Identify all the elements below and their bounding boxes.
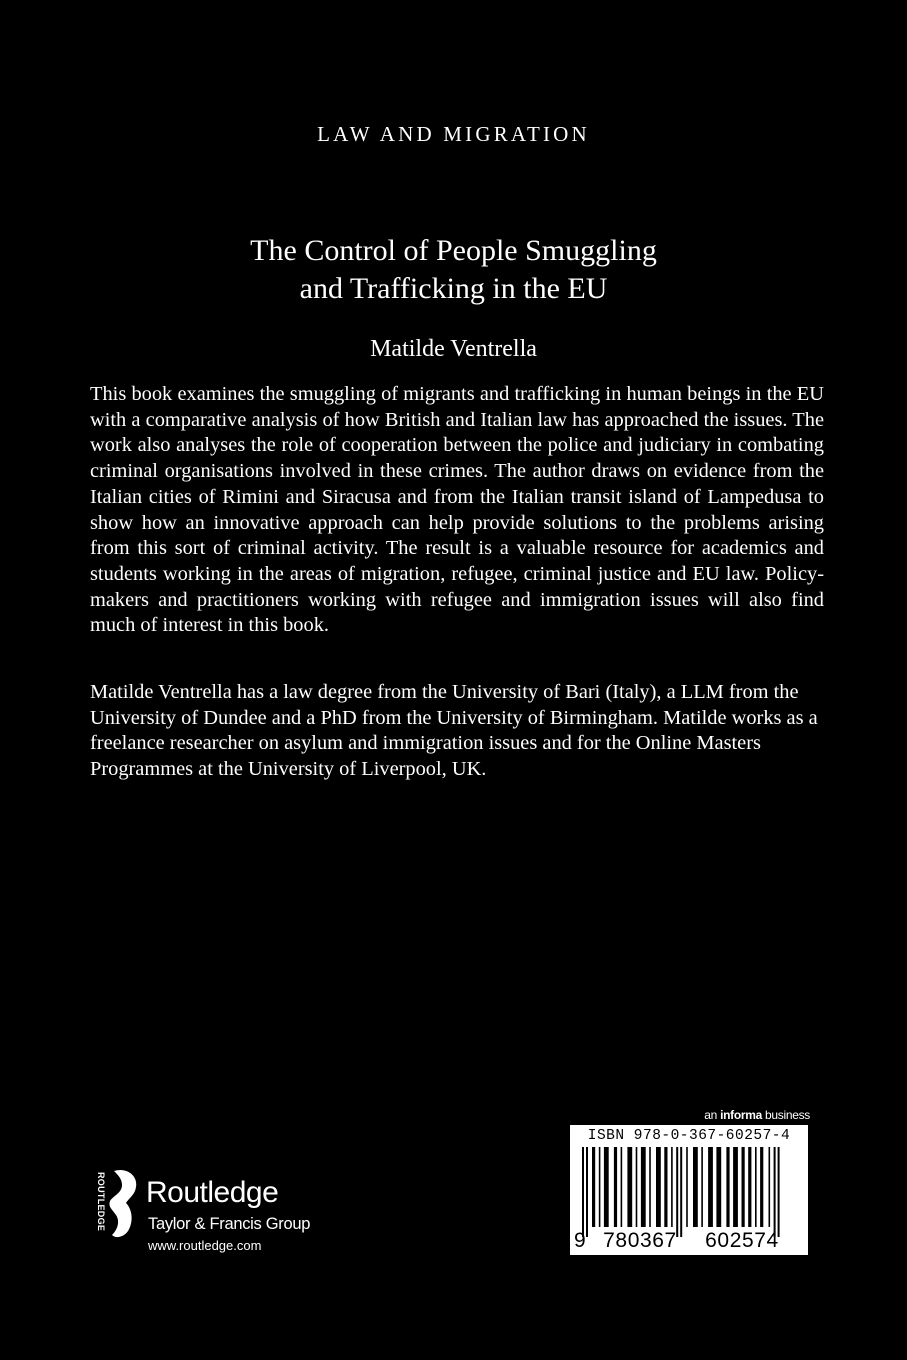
isbn-number: ISBN 978-0-367-60257-4 — [587, 1128, 791, 1144]
informa-name: informa — [720, 1108, 762, 1122]
barcode-digits — [570, 1229, 808, 1253]
routledge-vertical-label: ROUTLEDGE — [96, 1172, 106, 1232]
publisher-url: www.routledge.com — [148, 1238, 262, 1253]
series-title: LAW AND MIGRATION — [317, 122, 590, 146]
book-title-line-1: The Control of People Smuggling — [250, 234, 657, 267]
barcode-digits-right: 602574 — [705, 1229, 779, 1252]
informa-business-tagline — [690, 1108, 810, 1122]
book-title-line-2: and Trafficking in the EU — [299, 272, 608, 305]
barcode-bars — [580, 1147, 798, 1237]
book-title — [0, 232, 907, 308]
publisher-name: Routledge — [146, 1176, 279, 1209]
author-bio: Matilde Ventrella has a law degree from the University of Bari (Italy), a LLM from the University of Dundee and a PhD from the University of Birmingham. Matilde works as a freelance researcher on asylum and immigration issues and for the Online Masters Programmes at the University of Liverpool, UK. — [90, 681, 818, 781]
barcode-digit-first: 9 — [574, 1229, 586, 1252]
informa-prefix: an — [704, 1108, 721, 1122]
informa-suffix: business — [762, 1108, 810, 1122]
barcode-digits-left: 780367 — [603, 1229, 677, 1252]
isbn-barcode — [570, 1125, 808, 1255]
publisher-group: Taylor & Francis Group — [148, 1215, 311, 1233]
author-name: Matilde Ventrella — [370, 336, 537, 362]
book-description: This book examines the smuggling of migrants and trafficking in human beings in the EU with a comparative analysis of how British and Italian law has approached the issues. The work also analyses the role of cooperation between the police and judiciary in combating criminal organisations involved in these crimes. The author draws on evidence from the Italian cities of Rimini and Siracusa and from the Italian transit island of Lampedusa to show how an innovative approach can help provide solutions to the problems arising from this sort of criminal activity. The result is a valuable resource for academics and students working in the areas of migration, refugee, criminal justice and EU law. Policy-makers and practitioners working with refugee and immigration issues will also find much of interest in this book. — [90, 383, 824, 637]
